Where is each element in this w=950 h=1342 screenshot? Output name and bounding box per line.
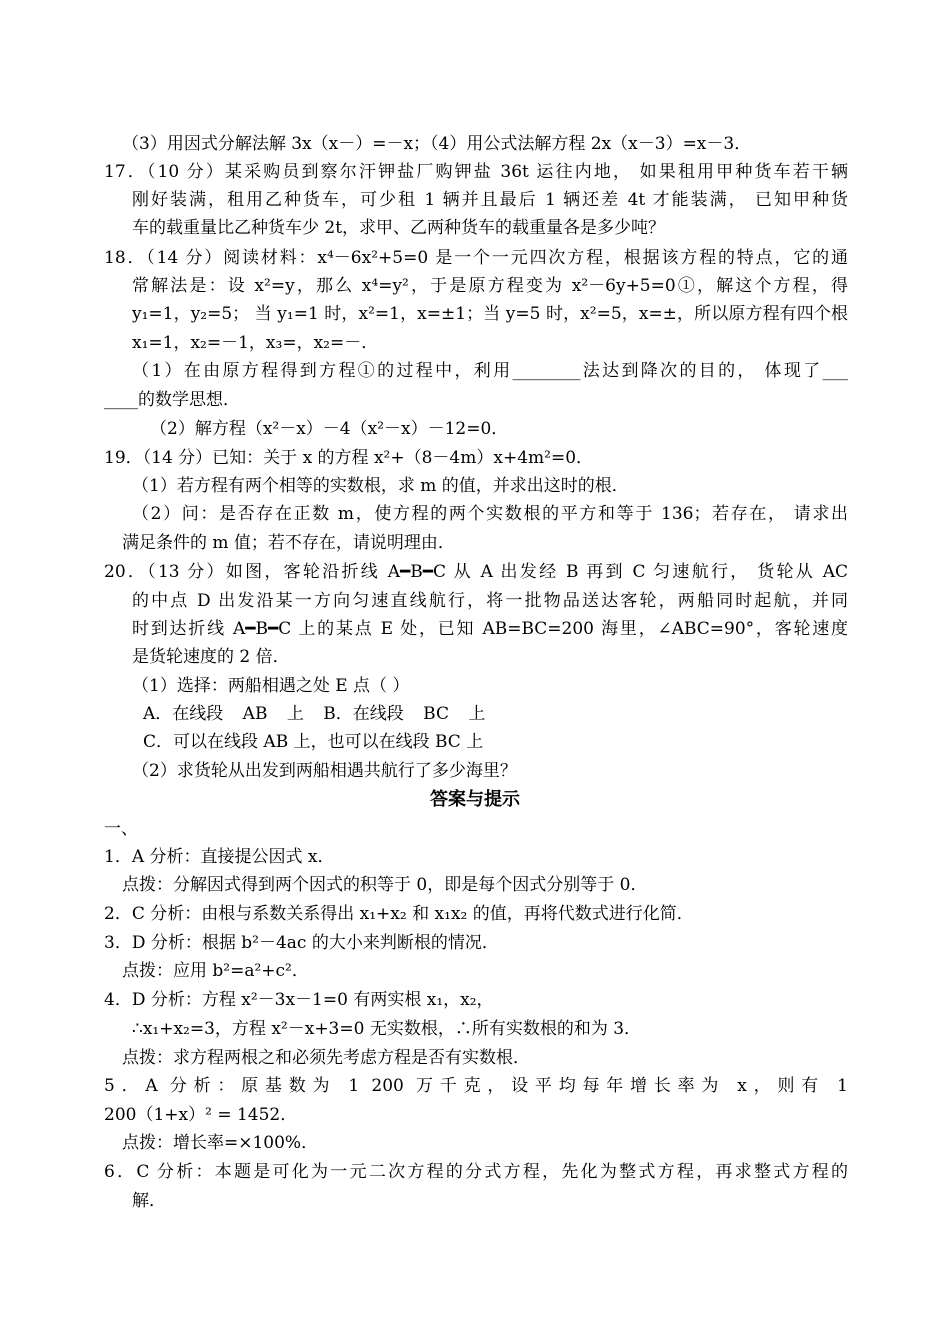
answer-line: 1．A 分析：直接提公因式 x． — [104, 847, 335, 867]
text-line: ∴x₁+x₂=3，方程 x²－x+3=0 无实数根，∴所有实数根的和为 3． — [132, 1019, 642, 1039]
text-line: （1）若方程有两个相等的实数根，求 m 的值，并求出这时的根． — [132, 476, 629, 496]
text-line: y₁=1，y₂=5； 当 y₁=1 时，x²=1，x=±1；当 y=5 时，x²=5，x=±，所以原方程有四个根 — [132, 304, 848, 324]
text-line: （3）用因式分解法解 3x（x－）=－x；（4）用公式法解方程 2x（x－3）=x－3． — [122, 134, 752, 154]
text-line: 点拨：分解因式得到两个因式的积等于 0，即是每个因式分别等于 0． — [122, 875, 648, 895]
answer-line: 3．D 分析：根据 b²－4ac 的大小来判断根的情况． — [104, 933, 499, 953]
text-line: （2）问：是否存在正数 m，使方程的两个实数根的平方和等于 136；若存在， 请求出 — [132, 504, 848, 524]
text-line: 的中点 D 出发沿某一方向匀速直线航行，将一批物品送达客轮，两船同时起航，并同 — [132, 591, 848, 611]
text-line: （2）求货轮从出发到两船相遇共航行了多少海里？ — [132, 761, 517, 781]
question-17-line: 17．（10 分）某采购员到察尔汗钾盐厂购钾盐 36t 运往内地， 如果租用甲种货车若干辆 — [104, 162, 848, 182]
text-line: 满足条件的 m 值；若不存在，请说明理由． — [122, 533, 455, 553]
text-line: ____的数学思想． — [104, 390, 240, 410]
text-line: 车的载重量比乙种货车少 2t，求甲、乙两种货车的载重量各是多少吨？ — [132, 218, 666, 238]
text-line: 200（1+x）² = 1452． — [104, 1105, 298, 1125]
answer-line: 5．A 分析：原基数为 1 200 万千克，设平均每年增长率为 x，则有 1 — [104, 1076, 848, 1096]
question-18-line: 18．（14 分）阅读材料：x⁴－6x²+5=0 是一个一元四次方程，根据该方程的特点，它的通 — [104, 248, 848, 268]
answer-line: 4．D 分析：方程 x²－3x－1=0 有两实根 x₁，x₂， — [104, 990, 494, 1010]
text-line: x₁=1，x₂=－1，x₃=，x₂=－． — [132, 333, 379, 353]
answer-line: 6．C 分析：本题是可化为一元二次方程的分式方程，先化为整式方程，再求整式方程的 — [104, 1162, 848, 1182]
text-line: 刚好装满，租用乙种货车，可少租 1 辆并且最后 1 辆还差 4t 才能装满， 已知甲种货 — [132, 190, 848, 210]
option-line: A．在线段 AB 上 B．在线段 BC 上 — [143, 704, 486, 724]
answer-section-heading: 答案与提示 — [430, 789, 520, 810]
option-line: C．可以在线段 AB 上，也可以在线段 BC 上 — [143, 732, 484, 752]
question-19-line: 19．（14 分）已知：关于 x 的方程 x²+（8－4m）x+4m²=0． — [104, 448, 594, 468]
text-line: 一、 — [104, 819, 138, 839]
text-line: 点拨：应用 b²=a²+c²． — [122, 961, 309, 981]
answer-line: 2．C 分析：由根与系数关系得出 x₁+x₂ 和 x₁x₂ 的值，再将代数式进行化简． — [104, 904, 694, 924]
text-line: 常解法是：设 x²=y，那么 x⁴=y²，于是原方程变为 x²－6y+5=0①，解这个方程，得 — [132, 276, 848, 296]
text-line: 点拨：求方程两根之和必须先考虑方程是否有实数根． — [122, 1048, 530, 1068]
question-20-line: 20．（13 分）如图，客轮沿折线 A━B━C 从 A 出发经 B 再到 C 匀速航行， 货轮从 AC — [104, 562, 848, 582]
text-line: （1）选择：两船相遇之处 E 点（ ） — [132, 676, 410, 696]
text-line: （2）解方程（x²－x）－4（x²－x）－12=0． — [150, 419, 509, 439]
text-line: 解． — [132, 1191, 166, 1211]
text-line: 点拨：增长率=×100%． — [122, 1133, 319, 1153]
text-line: （1）在由原方程得到方程①的过程中，利用________法达到降次的目的， 体现了___ — [132, 361, 848, 381]
text-line: 是货轮速度的 2 倍． — [132, 647, 290, 667]
text-line: 时到达折线 A━B━C 上的某点 E 处，已知 AB=BC=200 海里，∠ABC=90°，客轮速度 — [132, 619, 848, 639]
